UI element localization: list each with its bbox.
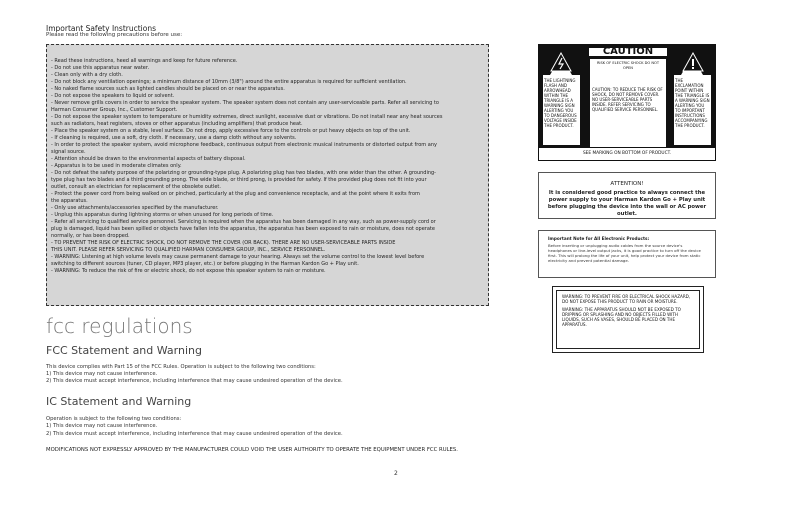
safety-item: - No naked flame sources such as lighted candles should be placed on or near the apparatus. [51, 86, 285, 92]
safety-item: - Only use attachments/accessories specified by the manufacturer. [51, 205, 219, 211]
safety-item: - WARNING: To reduce the risk of fire or electric shock, do not expose this speaker system to rain or moisture. [51, 268, 326, 274]
safety-item: - Never remove grills covers in order to service the speaker system. The speaker system does not contain any user-serviceable parts. Refer all servicing to [51, 100, 439, 106]
exclamation-icon [682, 52, 704, 72]
attention-body: It is considered good practice to always connect the power supply to your Harman Kardon Go + Play unit before plugging the device into the wall or AC power outlet. [547, 190, 707, 217]
safety-item: - In order to protect the speaker system, avoid microphone feedback, continuous output from electronic musical instruments or distorted output from any [51, 142, 437, 148]
electronic-products-note [538, 230, 716, 278]
warning-line-2: WARNING: THE APPARATUS SHOULD NOT BE EXPOSED TO DRIPPING OR SPLASHING AND NO OBJECTS FILLED WITH LIQUIDS, SUCH AS VASES, SHOULD BE PLACED ON THE APPARATUS. [562, 307, 681, 327]
page-subheading: Please read the following precautions before use: [46, 32, 183, 38]
safety-item: - Do not expose the speakers to liquid or solvent. [51, 93, 175, 99]
safety-item: the apparatus. [51, 198, 88, 204]
safety-item: - Unplug this apparatus during lightning storms or when unused for long periods of time. [51, 212, 274, 218]
warning-box-inner [556, 290, 700, 349]
fcc-intro: This device complies with Part 15 of the FCC Rules. Operation is subject to the following two conditions: [46, 364, 316, 370]
fcc-title: fcc regulations [46, 314, 193, 338]
lightning-panel [543, 75, 580, 145]
attention-box [538, 172, 716, 219]
safety-item: - Apparatus is to be used in moderate climates only. [51, 163, 182, 169]
note-body: Before inserting or unplugging audio cables from the source device's headphones or line-level output jacks, it is good practice to turn off the device first. This will prolong the life of your unit, help protect your device from static electricity and prevent potential damage. [548, 243, 701, 263]
page-heading: Important Safety Instructions [46, 24, 156, 33]
warning-box [552, 286, 704, 353]
safety-item: Harman Consumer Group, Inc., Customer Support. [51, 107, 178, 113]
safety-item: such as radiators, heat registers, stoves or other apparatus (including amplifiers) that produce heat. [51, 121, 303, 127]
safety-item: - TO PREVENT THE RISK OF ELECTRIC SHOCK, DO NOT REMOVE THE COVER (OR BACK). THERE ARE NO USER-SERVICEABLE PARTS INSIDE [51, 240, 396, 246]
safety-item: - Protect the power cord from being walked on or pinched, particularly at the plug and convenience receptacle, and at the point where it exits from [51, 191, 420, 197]
safety-instructions-box [46, 44, 489, 306]
fcc-heading: FCC Statement and Warning [46, 344, 202, 357]
caution-heading-plate [589, 48, 667, 56]
ic-condition-2: 2) This device must accept interference, including interference that may cause undesired operation of the device. [46, 431, 343, 437]
safety-item: - Attention should be drawn to the environmental aspects of battery disposal. [51, 156, 246, 162]
page-number: 2 [394, 470, 398, 477]
fcc-condition-2: 2) This device must accept interference, including interference that may cause undesired operation of the device. [46, 378, 343, 384]
safety-item: - Read these instructions, heed all warnings and keep for future reference. [51, 58, 238, 64]
ic-condition-1: 1) This device may not cause interference. [46, 423, 158, 429]
note-title: Important Note for All Electronic Products: [548, 236, 650, 241]
ic-intro: Operation is subject to the following two conditions: [46, 416, 182, 422]
caution-center-text: CAUTION: TO REDUCE THE RISK OF SHOCK, DO NOT REMOVE COVER. NO USER-SERVICEABLE PARTS INSIDE. REFER SERVICING TO QUALIFIED SERVICE PERSONNEL. [592, 87, 663, 112]
safety-list [51, 58, 484, 275]
safety-item: - If cleaning is required, use a soft, dry cloth. If necessary, use a damp cloth without any solvents. [51, 135, 297, 141]
risk-text: RISK OF ELECTRIC SHOCK DO NOT OPEN [596, 61, 660, 70]
modifications-notice: MODIFICATIONS NOT EXPRESSLY APPROVED BY THE MANUFACTURER COULD VOID THE USER AUTHORITY TO OPERATE THE EQUIPMENT UNDER FCC RULES. [46, 447, 458, 453]
safety-item: signal source. [51, 149, 86, 155]
caution-heading: CAUTION [602, 46, 654, 57]
safety-item: - Place the speaker system on a stable, level surface. Do not drop, apply excessive force to the controls or put heavy objects on top of the unit. [51, 128, 411, 134]
exclamation-panel [674, 75, 711, 145]
warning-line-1: WARNING: TO PREVENT FIRE OR ELECTRICAL SHOCK HAZARD, DO NOT EXPOSE THIS PRODUCT TO RAIN OR MOISTURE. [562, 294, 691, 304]
lightning-icon [550, 52, 572, 72]
caution-label [538, 44, 716, 161]
safety-item: - Do not expose the speaker system to temperature or humidity extremes, direct sunlight, excessive dust or vibrations. Do not install near any heat sources [51, 114, 443, 120]
safety-item: - Clean only with a dry cloth. [51, 72, 123, 78]
safety-item: - Refer all servicing to qualified service personnel. Servicing is required when the apparatus has been damaged in any way, such as power-supply cord or [51, 219, 436, 225]
exclamation-warning-text: THE EXCLAMATION POINT WITHIN THE TRIANGLE IS A WARNING SIGN ALERTING YOU TO IMPORTANT INSTRUCTIONS ACCOMPANYING THE PRODUCT. [675, 78, 710, 128]
ic-heading: IC Statement and Warning [46, 395, 192, 408]
caution-footer [538, 147, 716, 161]
caution-center-panel [590, 59, 666, 154]
attention-title: ATTENTION! [610, 181, 644, 187]
safety-item: switching to different sources (tuner, CD player, MP3 player, etc.) or before plugging in the Harman Kardon Go + Play unit. [51, 261, 359, 267]
fcc-condition-1: 1) This device may not cause interference. [46, 371, 158, 377]
safety-item: normally, or has been dropped. [51, 233, 130, 239]
safety-item: - Do not defeat the safety purpose of the polarizing or grounding-type plug. A polarizing plug has two blades, with one wider than the other. A grounding- [51, 170, 436, 176]
safety-item: THIS UNIT. PLEASE REFER SERVICING TO QUALIFIED HARMAN CONSUMER GROUP, INC., SERVICE PERSONNEL. [51, 247, 326, 253]
lightning-warning-text: THE LIGHTNING FLASH AND ARROWHEAD WITHIN THE TRIANGLE IS A WARNING SIGN ALERTING YOU TO DANGEROUS VOLTAGE INSIDE THE PRODUCT. [544, 78, 577, 128]
safety-item: plug is damaged, liquid has been spilled or objects have fallen into the apparatus, the apparatus has been exposed to rain or moisture, does not operate [51, 226, 435, 232]
safety-item: type plug has two blades and a third grounding prong. The wide blade, or third prong, is provided for safety. If the provided plug does not fit into your [51, 177, 427, 183]
safety-item: outlet, consult an electrician for replacement of the obsolete outlet. [51, 184, 221, 190]
caution-footer-text: SEE MARKING ON BOTTOM OF PRODUCT. [582, 151, 672, 156]
safety-item: - Do not use this apparatus near water. [51, 65, 150, 71]
safety-item: - WARNING: Listening at high volume levels may cause permanent damage to your hearing. Always set the volume control to the lowest level before [51, 254, 425, 260]
safety-item: - Do not block any ventilation openings; a minimum distance of 10mm (3/8") around the entire apparatus is required for sufficient ventilation. [51, 79, 407, 85]
